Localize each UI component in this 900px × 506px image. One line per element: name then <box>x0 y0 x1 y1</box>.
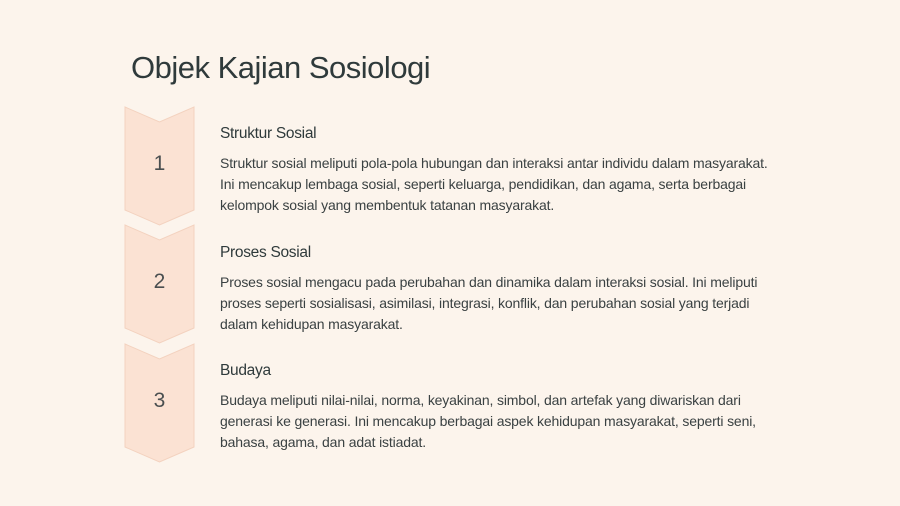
list-item <box>220 361 780 453</box>
list-item <box>220 243 780 335</box>
item-body: Struktur sosial meliputi pola-pola hubungan dan interaksi antar individu dalam masyarakat. Ini mencakup lembaga sosial, seperti keluarga, pendidikan, dan agama, serta berbagai kelompok sosial yang membentuk tatanan masyarakat. <box>220 155 768 213</box>
step-chevron-2 <box>124 224 195 344</box>
step-chevron-1 <box>124 106 195 226</box>
step-number: 3 <box>153 389 166 412</box>
item-body: Proses sosial mengacu pada perubahan dan dinamika dalam interaksi sosial. Ini meliputi proses seperti sosialisasi, asimilasi, integrasi, konflik, dan perubahan sosial yang terjadi dalam kehidupan masyarakat. <box>220 274 758 332</box>
slide-title: Objek Kajian Sosiologi <box>131 50 431 85</box>
item-heading: Struktur Sosial <box>220 125 317 142</box>
step-number: 1 <box>153 152 166 175</box>
item-heading: Proses Sosial <box>220 244 311 261</box>
step-chevron-3 <box>124 343 195 463</box>
step-number: 2 <box>153 270 166 293</box>
list-item <box>220 124 780 216</box>
item-body: Budaya meliputi nilai-nilai, norma, keyakinan, simbol, dan artefak yang diwariskan dari generasi ke generasi. Ini mencakup berbagai aspek kehidupan masyarakat, seperti seni, bahasa, agama, dan adat istiadat. <box>220 392 756 450</box>
item-heading: Budaya <box>220 362 271 379</box>
